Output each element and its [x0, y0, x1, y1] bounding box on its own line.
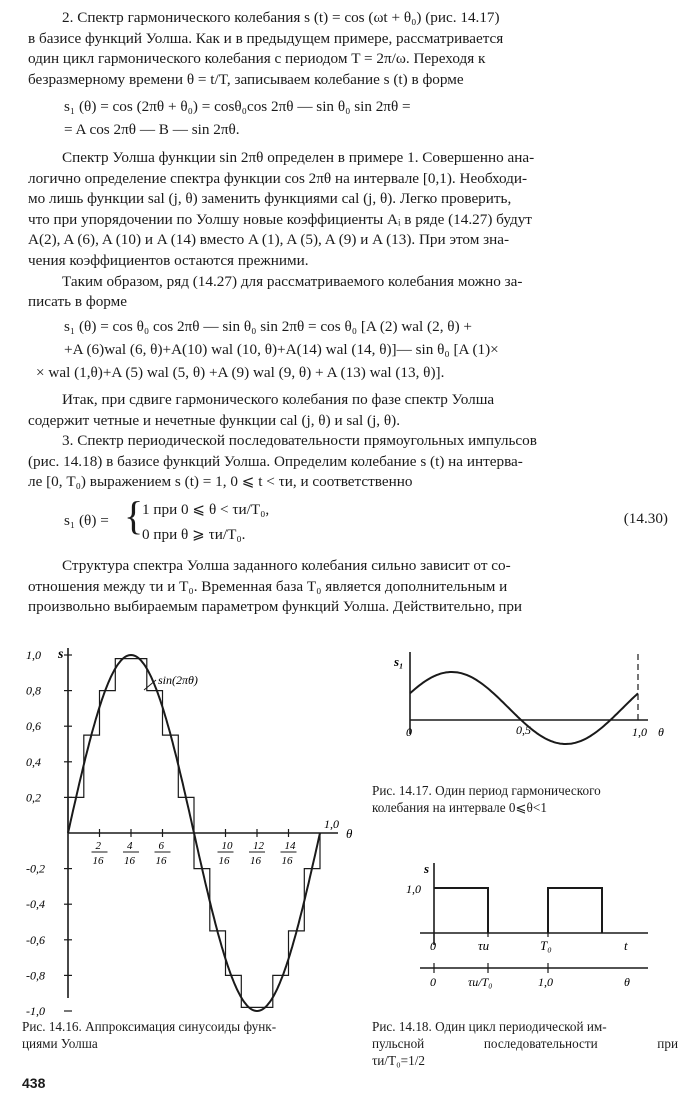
fig1-y-tick-label: -0,2 — [26, 861, 45, 876]
fig1-x-tick-num: 6 — [158, 840, 164, 852]
fig1-x-tick-den: 16 — [155, 855, 167, 867]
equation-1-line-2: = A cos 2πθ — B — sin 2πθ. — [64, 121, 240, 138]
equation-2-line-2: +A (6)wal (6, θ)+A(10) wal (10, θ)+A(14) wal (14, θ)]— sin θ₀ [A (1)× — [64, 341, 499, 358]
fig1-x-label: θ — [346, 826, 353, 841]
paragraph-1 — [28, 8, 672, 90]
text-line: ле [0, T₀) выражением s (t) = 1, 0 ⩽ t < τи, и соответственно — [28, 473, 413, 491]
text-line: (рис. 14.18) в базисе функций Уолша. Определим колебание s (t) на интерва- — [28, 452, 523, 470]
pulse-1 — [434, 888, 488, 933]
fig1-x-tick-den: 16 — [218, 855, 230, 867]
fig1-caption — [22, 1018, 362, 1052]
fig3-top-tick-0: 0 — [430, 939, 436, 953]
figure-14-17 — [380, 632, 680, 762]
fig3-top-tick-t0: T₀ — [540, 938, 552, 953]
text-line: в базисе функций Уолша. Как и в предыдущем примере, рассматривается — [28, 29, 504, 47]
fig2-caption — [372, 782, 678, 816]
fig1-y-tick-label: 0,2 — [26, 790, 41, 805]
fig3-top-tick-tau: τи — [478, 938, 490, 953]
fig1-y-tick-label: 0,4 — [26, 754, 41, 769]
equation-2-line-1: s₁ (θ) = cos θ₀ cos 2πθ — sin θ₀ sin 2πθ = cos θ₀ [A (2) wal (2, θ) + — [64, 318, 472, 335]
fig1-y-tick-label: -0,6 — [26, 932, 45, 947]
fig3-caption — [372, 1018, 678, 1069]
fig3-bottom-tick-0: 0 — [430, 975, 436, 989]
fig1-x-tick-den: 16 — [250, 855, 261, 867]
fig3-y-tick: 1,0 — [406, 882, 421, 896]
text-line: Структура спектра Уолша заданного колебания сильно зависит от со- — [62, 557, 511, 574]
caption-line: циями Уолша — [22, 1036, 98, 1051]
fig1-y-tick-label: 0,6 — [26, 719, 41, 734]
fig1-x-end: 1,0 — [324, 817, 339, 831]
fig1-y-tick-label: 1,0 — [26, 648, 41, 662]
pulse-2 — [548, 888, 602, 933]
fig1-y-label: s — [58, 647, 64, 662]
equation-3-case-2: 0 при θ ⩾ τи/T₀. — [142, 526, 246, 543]
fig2-y-label: s₁ — [394, 654, 404, 669]
caption-line: Рис. 14.17. Один период гармонического — [372, 783, 601, 798]
text-line: мо лишь функции sal (j, θ) заменить функциями cal (j, θ). Легко проверить, — [28, 190, 512, 208]
text-line: отношения между τи и T₀. Временная база T₀ является дополнительным и — [28, 577, 508, 595]
fig1-y-tick-label: 0,8 — [26, 683, 41, 698]
text-line: один цикл гармонического колебания с периодом T = 2π/ω. Переходя к — [28, 50, 486, 68]
fig1-y-tick-label: -0,8 — [26, 968, 45, 983]
fig1-curve-label: sin(2πθ) — [158, 673, 198, 687]
fig1-x-tick-den: 16 — [281, 855, 293, 867]
fig2-x-label: θ — [658, 725, 664, 739]
fig1-x-tick-den: 16 — [124, 855, 135, 867]
equation-number: (14.30) — [623, 510, 668, 527]
fig3-theta-label: θ — [624, 975, 630, 989]
text-line: содержит четные и нечетные функции cal (j, θ) и sal (j, θ). — [28, 411, 401, 429]
caption-line: колебания на интервале 0⩽θ<1 — [372, 800, 547, 815]
text-line: что при упорядочении по Уолшу новые коэффициенты Aᵢ в ряде (14.27) будут — [28, 210, 532, 228]
figure-14-18 — [380, 855, 680, 1010]
equation-3-brace: { — [124, 493, 144, 538]
fig3-y-label: s — [424, 861, 430, 876]
figure-14-16 — [20, 630, 370, 1018]
text-line: 3. Спектр периодической последовательности прямоугольных импульсов — [62, 432, 537, 450]
text-line: писать в форме — [28, 293, 128, 311]
fig3-bottom-tick-ratio: τи/T₀ — [468, 975, 493, 989]
paragraph-3 — [28, 390, 672, 493]
fig1-x-tick-num: 4 — [127, 840, 133, 852]
caption-line: пульсной последовательности при — [372, 1036, 678, 1051]
text-line: чения коэффициентов остаются прежними. — [28, 251, 309, 269]
fig1-x-tick-num: 2 — [95, 840, 101, 852]
fig3-t-label: t — [624, 938, 628, 953]
paragraph-2 — [28, 148, 672, 313]
fig2-tick-10: 1,0 — [632, 725, 647, 739]
fig2-tick-05: 0,5 — [516, 723, 531, 737]
fig1-y-tick-label: -0,4 — [26, 897, 45, 912]
fig1-x-tick-den: 16 — [92, 855, 104, 867]
fig2-tick-0: 0 — [406, 725, 412, 739]
caption-line: τи/T₀=1/2 — [372, 1053, 425, 1068]
equation-3-case-1: 1 при 0 ⩽ θ < τи/T₀, — [142, 501, 270, 518]
equation-2-line-3: × wal (1,θ)+A (5) wal (5, θ) +A (9) wal (9, θ) + A (13) wal (13, θ)]. — [36, 364, 445, 381]
fig1-x-tick-num: 10 — [221, 840, 233, 852]
text-line: Итак, при сдвиге гармонического колебания по фазе спектр Уолша — [62, 391, 495, 408]
fig1-y-tick-label: -1,0 — [26, 1004, 45, 1018]
text-line: 2. Спектр гармонического колебания s (t) = cos (ωt + θ₀) (рис. 14.17) — [62, 9, 500, 26]
text-line: логично определение спектра функции cos 2πθ на интервале [0,1). Необходи- — [28, 169, 528, 187]
text-line: произвольно выбираемым параметром функций Уолша. Действительно, при — [28, 598, 523, 616]
text-line: безразмерному времени θ = t/T, записываем колебание s (t) в форме — [28, 70, 464, 88]
paragraph-4 — [28, 556, 672, 618]
page-number: 438 — [22, 1075, 46, 1091]
text-line: Спектр Уолша функции sin 2πθ определен в примере 1. Совершенно ана- — [62, 149, 535, 166]
fig1-x-tick-num: 12 — [253, 840, 264, 852]
caption-line: Рис. 14.18. Один цикл периодической им- — [372, 1019, 607, 1034]
fig1-x-tick-num: 14 — [284, 840, 296, 852]
fig3-bottom-tick-1: 1,0 — [538, 975, 553, 989]
text-line: Таким образом, ряд (14.27) для рассматриваемого колебания можно за- — [62, 272, 523, 290]
equation-3-lhs: s₁ (θ) = — [64, 512, 109, 529]
text-line: A(2), A (6), A (10) и A (14) вместо A (1), A (5), A (9) и A (13). При этом зна- — [28, 231, 510, 249]
equation-1-line-1: s₁ (θ) = cos (2πθ + θ₀) = cosθ₀cos 2πθ — sin θ₀ sin 2πθ = — [64, 98, 411, 115]
caption-line: Рис. 14.16. Аппроксимация синусоиды функ- — [22, 1019, 277, 1034]
